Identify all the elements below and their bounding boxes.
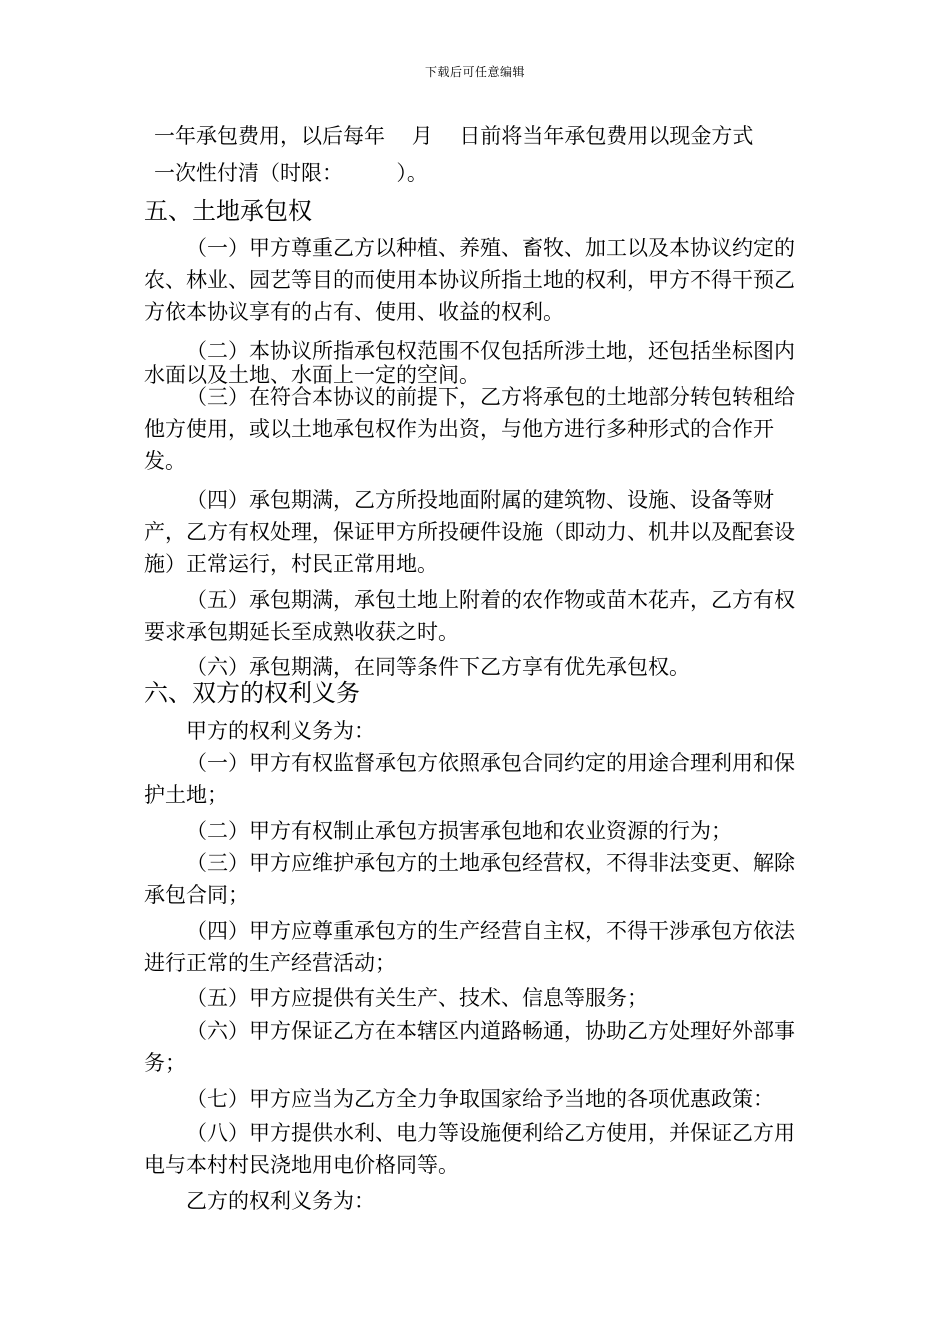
continuation-line-1: 一年承包费用，以后每年 月 日前将当年承包费用以现金方式 xyxy=(154,124,754,148)
party-a-item-4: （四）甲方应尊重承包方的生产经营自主权，不得干涉承包方依法进行正常的生产经营活动； xyxy=(144,919,795,975)
section-6-title: 六、双方的权利义务 xyxy=(144,679,360,707)
party-a-item-8: （八）甲方提供水利、电力等设施便利给乙方使用，并保证乙方用电与本村村民浇地用电价格同等。 xyxy=(144,1121,795,1177)
section-5-item-6: （六）承包期满，在同等条件下乙方享有优先承包权。 xyxy=(186,655,690,679)
section-5-item-3: （三）在符合本协议的前提下，乙方将承包的土地部分转包转租给他方使用，或以土地承包权作为出资，与他方进行多种形式的合作开发。 xyxy=(144,385,795,473)
party-b-label: 乙方的权利义务为： xyxy=(186,1189,375,1213)
party-a-item-6: （六）甲方保证乙方在本辖区内道路畅通，协助乙方处理好外部事务； xyxy=(144,1019,795,1075)
page-header: 下载后可任意编辑 xyxy=(424,65,525,79)
party-a-item-1: （一）甲方有权监督承包方依照承包合同约定的用途合理利用和保护土地； xyxy=(144,751,795,807)
party-a-label: 甲方的权利义务为： xyxy=(186,719,375,743)
party-a-item-5: （五）甲方应提供有关生产、技术、信息等服务； xyxy=(186,986,648,1010)
section-5-title: 五、土地承包权 xyxy=(144,197,312,225)
party-a-item-7: （七）甲方应当为乙方全力争取国家给予当地的各项优惠政策： xyxy=(186,1087,774,1111)
section-5-item-4: （四）承包期满，乙方所投地面附属的建筑物、设施、设备等财产，乙方有权处理，保证甲方所投硬件设施（即动力、机井以及配套设施）正常运行，村民正常用地。 xyxy=(144,488,795,576)
section-5-item-2: （二）本协议所指承包权范围不仅包括所涉土地，还包括坐标图内水面以及土地、水面上一定的空间。 xyxy=(144,339,795,387)
party-a-item-3: （三）甲方应维护承包方的土地承包经营权，不得非法变更、解除承包合同； xyxy=(144,851,795,907)
party-a-item-2: （二）甲方有权制止承包方损害承包地和农业资源的行为； xyxy=(186,819,732,843)
section-5-item-1: （一）甲方尊重乙方以种植、养殖、畜牧、加工以及本协议约定的农、林业、园艺等目的而使用本协议所指土地的权利，甲方不得干预乙方依本协议享有的占有、使用、收益的权利。 xyxy=(144,236,795,324)
section-5-item-5: （五）承包期满，承包土地上附着的农作物或苗木花卉，乙方有权要求承包期延长至成熟收获之时。 xyxy=(144,588,795,644)
continuation-line-2: 一次性付清（时限： ）。 xyxy=(154,161,428,185)
